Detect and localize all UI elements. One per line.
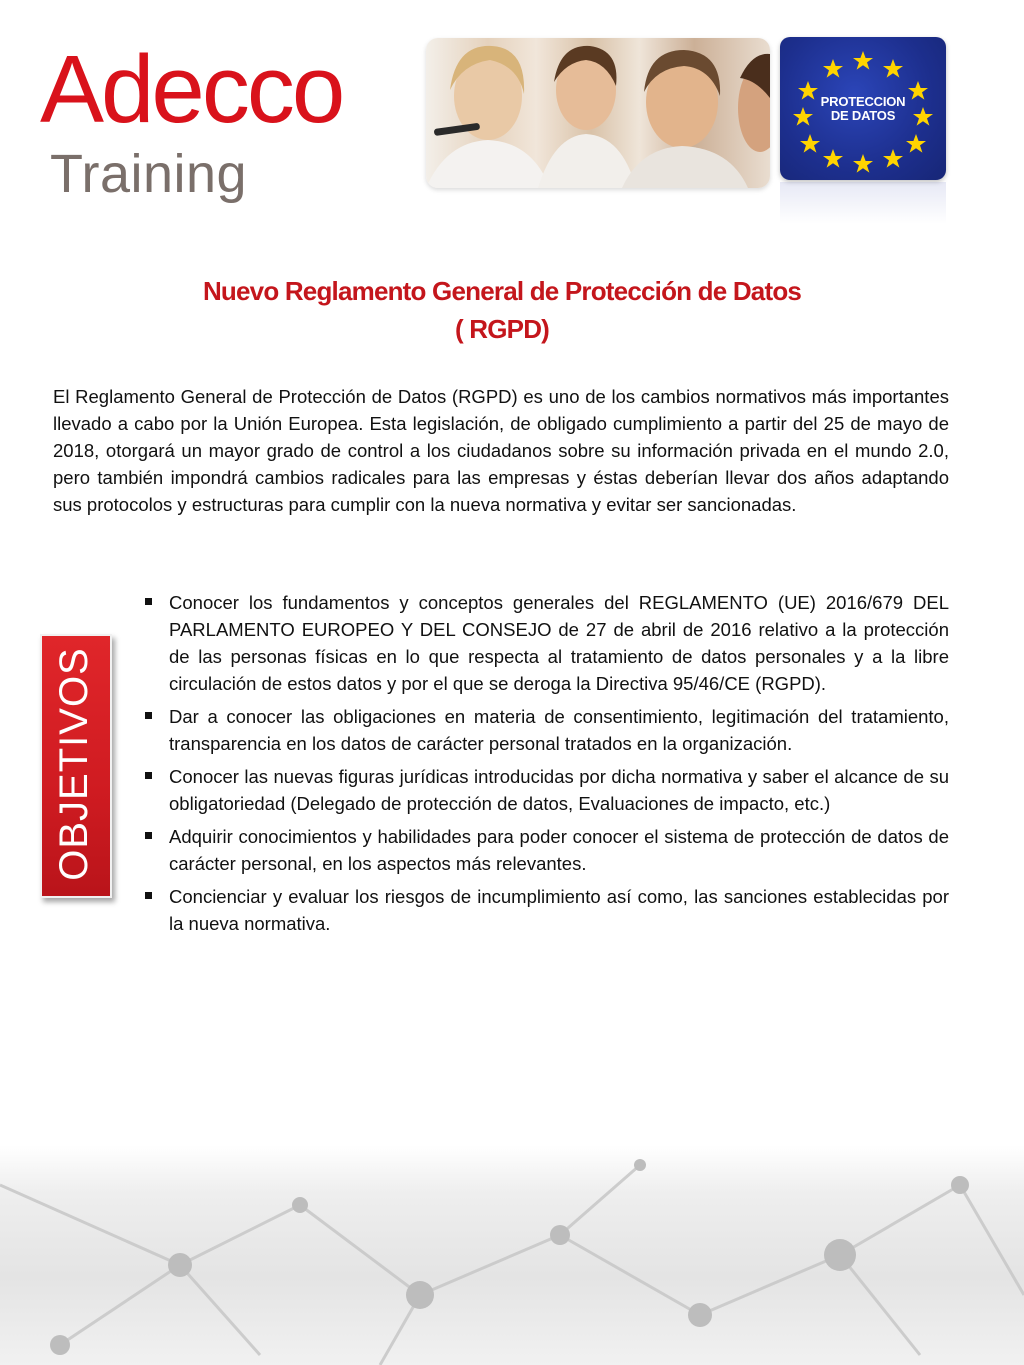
logo-brand-text: Adecco xyxy=(40,36,343,143)
square-bullet-icon xyxy=(145,772,152,779)
objective-text: Dar a conocer las obligaciones en materia de consentimiento, legitimación del tratamiento, transparencia en los datos de carácter personal tratados en la organización. xyxy=(169,706,949,754)
intro-paragraph: El Reglamento General de Protección de Datos (RGPD) es uno de los cambios normativos más importantes llevado a cabo por la Unión Europea. Esta legislación, de obligado cumplimiento a partir del 25 de mayo de 2018, otorgará un mayor grado de control a los ciudadanos sobre su información privada en el mundo 2.0, pero también impondrá cambios radicales para las empresas y éstas deberían llevar dos años adaptando sus protocolos y estructuras para cumplir con la nueva normativa y evitar ser sancionadas. xyxy=(53,386,949,515)
square-bullet-icon xyxy=(145,832,152,839)
objective-text: Conocer los fundamentos y conceptos generales del REGLAMENTO (UE) 2016/679 DEL PARLAMENTO EUROPEO Y DEL CONSEJO de 27 de abril de 2016 relativo a la protección de las personas físicas en lo que respecta al tratamiento de datos personales y a la libre circulación de estos datos y por el que se deroga la Directiva 95/46/CE (RGPD). xyxy=(169,592,949,694)
group-meeting-photo xyxy=(426,38,770,188)
network-footer-image xyxy=(0,1145,1024,1365)
objective-item xyxy=(145,763,949,817)
network-nodes-illustration xyxy=(0,1145,1024,1365)
objectives-list xyxy=(145,589,949,943)
square-bullet-icon xyxy=(145,892,152,899)
square-bullet-icon xyxy=(145,598,152,605)
page-title xyxy=(0,272,1004,348)
objective-text: Concienciar y evaluar los riesgos de incumplimiento así como, las sanciones establecidas por la nueva normativa. xyxy=(169,886,949,934)
badge-text-line1: PROTECCION xyxy=(820,94,906,109)
objective-text: Conocer las nuevas figuras jurídicas introducidas por dicha normativa y saber el alcance de su obligatoriedad (Delegado de protección de datos, Evaluaciones de impacto, etc.) xyxy=(169,766,949,814)
objective-item xyxy=(145,589,949,697)
data-protection-badge xyxy=(780,37,946,180)
objective-item xyxy=(145,823,949,877)
objective-item xyxy=(145,883,949,937)
logo-sub-text: Training xyxy=(50,144,248,204)
objectives-label: OBJETIVOS xyxy=(52,647,96,881)
badge-text-line2: DE DATOS xyxy=(830,108,896,123)
square-bullet-icon xyxy=(145,712,152,719)
photo-illustration xyxy=(426,38,770,188)
title-line2: ( RGPD) xyxy=(454,314,550,344)
objective-item xyxy=(145,703,949,757)
objective-text: Adquirir conocimientos y habilidades para poder conocer el sistema de protección de datos de carácter personal, en los aspectos más relevantes. xyxy=(169,826,949,874)
badge-reflection xyxy=(780,182,946,224)
badge-text xyxy=(804,95,922,123)
adecco-training-logo xyxy=(40,36,420,210)
title-line1: Nuevo Reglamento General de Protección de Datos xyxy=(202,276,802,306)
